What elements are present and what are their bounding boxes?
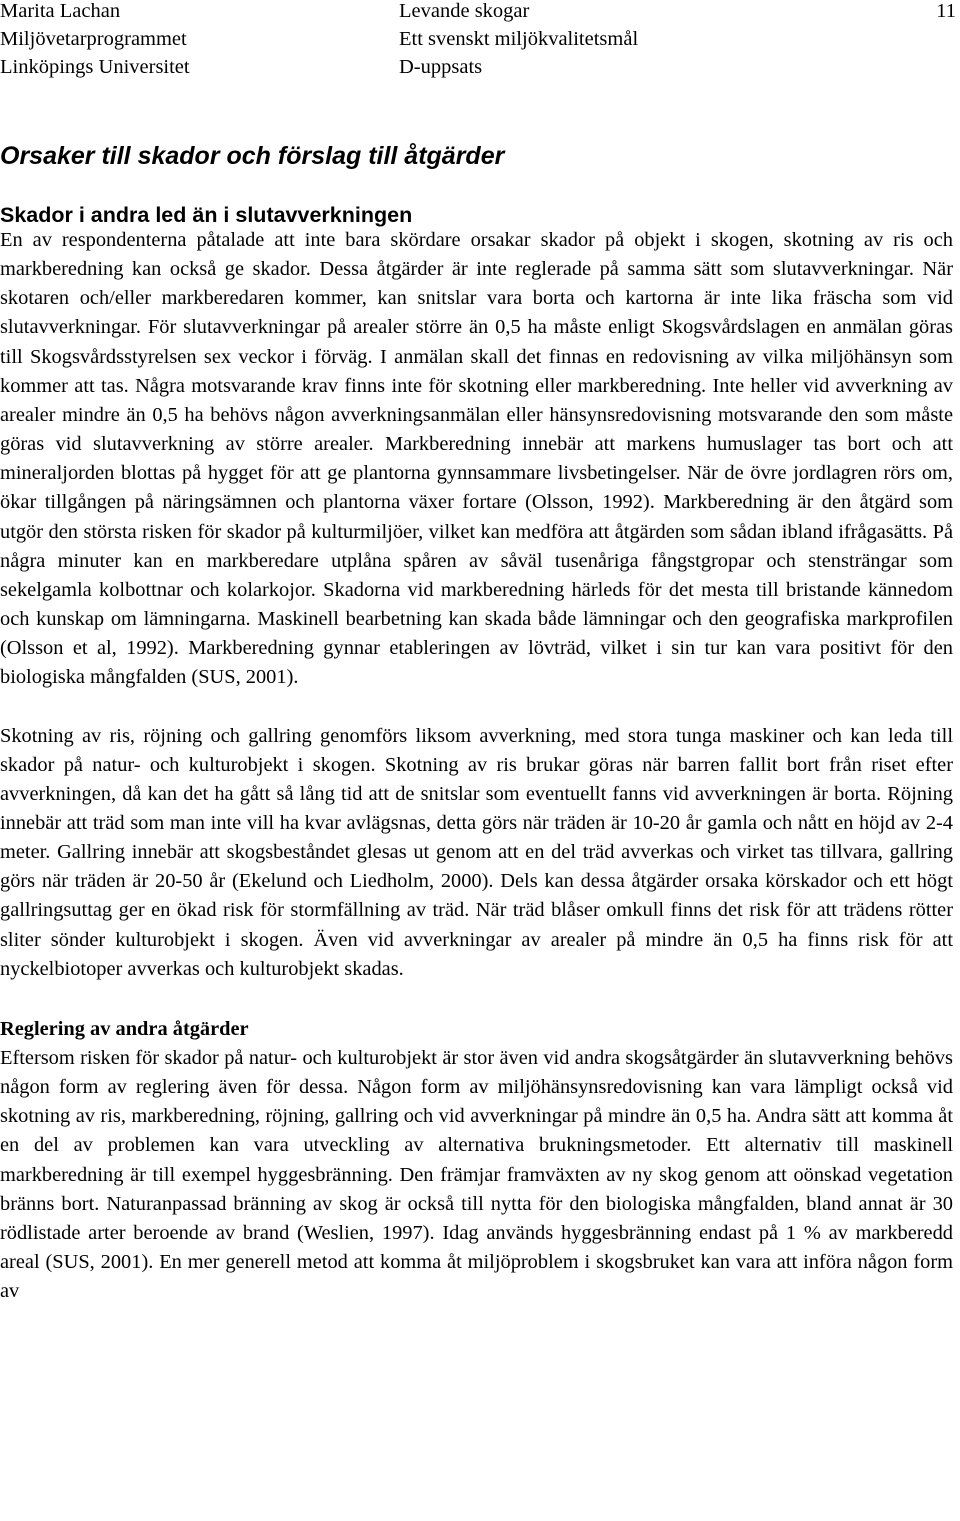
header-program: Miljövetarprogrammet — [0, 28, 187, 50]
header-thesis-type: D-uppsats — [399, 56, 483, 78]
header-author-block — [0, 0, 190, 81]
body-paragraph: Skotning av ris, röjning och gallring genomförs liksom avverkning, med stora tunga maskiner och kan leda till skador på natur- och kulturobjekt i skogen. Skotning av ris brukar göras när barren fallit bort från riset efter avverkningen, då kan det ha gått så lång tid att de snitslar som eventuellt fanns vid avverkningen är borta. Röjning innebär att träd som man inte vill ha kvar avlägsnas, detta görs när träden är 10-20 år gamla och nått en höjd av 2-4 meter. Gallring innebär att skogsbeståndet glesas ut genom att en del träd avverkas och virket tas tillvara, gallring görs när träden är 20-50 år (Ekelund och Liedholm, 2000). Dels kan dessa åtgärder orsaka körskador och ett högt gallringsuttag ger en ökad risk för stormfällning av träd. När träd blåser omkull finns det risk för att trädens rötter sliter sönder kulturobjekt i skogen. Även vid avverkningar av arealer på mindre än 0,5 ha finns risk för att nyckelbiotoper avverkas och kulturobjekt skadas. — [0, 724, 953, 980]
body-paragraph: Eftersom risken för skador på natur- och kulturobjekt är stor även vid andra skogsåtgärder än slutavverkning behövs någon form av reglering även för dessa. Någon form av miljöhänsynsredovisning kan vara lämpligt också vid skotning av ris, markberedning, röjning, gallring och vid avverkningar på mindre än 0,5 ha. Andra sätt att komma åt en del av problemen kan vara utveckling av alternativa brukningsmetoder. Ett alternativ till maskinell markberedning är till exempel hyggesbränning. Den främjar framväxten av ny skog genom att oönskad vegetation bränns bort. Naturanpassad bränning av skog är också till nytta för den biologiska mångfalden, bland annat är 30 rödlistade arter beroende av brand (Weslien, 1997). Idag används hyggesbränning endast på 1 % av markberedd areal (SUS, 2001). En mer generell metod att komma åt miljöproblem i skogsbruket kan vara att införa någon form av — [0, 1046, 953, 1303]
subsection-heading: Reglering av andra åtgärder — [0, 1017, 249, 1040]
header-author: Marita Lachan — [0, 0, 121, 22]
header-thesis-subtitle: Ett svenskt miljökvalitetsmål — [399, 28, 639, 50]
header-university: Linköpings Universitet — [0, 56, 190, 78]
header-thesis-title: Levande skogar — [399, 0, 530, 22]
running-header — [0, 0, 960, 86]
body-paragraph: En av respondenterna påtalade att inte bara skördare orsakar skador på objekt i skogen, skotning av ris och markberedning kan också ge skador. Dessa åtgärder är inte reglerade på samma sätt som slutavverkningar. När skotaren och/eller markberedaren kommer, kan snitslar vara borta och kartorna är inte lika fräscha som vid slutavverkningar. För slutavverkningar på arealer större än 0,5 ha måste enligt Skogsvårdslagen en anmälan göras till Skogsvårdsstyrelsen sex veckor i förväg. I anmälan skall det finnas en redovisning av vilka miljöhänsyn som kommer att tas. Några motsvarande krav finns inte för skotning eller markberedning. Inte heller vid avverkning av arealer mindre än 0,5 ha behövs någon avverkningsanmälan eller hänsynsredovisning motsvarande den som måste göras vid slutavverkning av större arealer. Markberedning innebär att markens humuslager tas bort och att mineraljorden blottas på hygget för att ge plantorna gynnsammare livsbetingelser. När de övre jordlagren rörs om, ökar tillgången på näringsämnen och plantorna växer fortare (Olsson, 1992). Markberedning är den åtgärd som utgör den största risken för skador på kulturmiljöer, vilket kan medföra att åtgärden som sådan ibland ifrågasätts. På några minuter kan en markberedare utplåna spåren av såväl tusenåriga fångstgropar och stensträngar som sekelgamla kolbottnar och kolarkojor. Skadorna vid markberedning härleds för det mesta till bristande kännedom och kunskap om lämningarna. Maskinell bearbetning kan skada både lämningar och den geografiska markprofilen (Olsson et al, 1992). Markberedning gynnar etableringen av lövträd, vilket i sin tur kan vara positivt för den biologiska mångfalden (SUS, 2001). — [0, 229, 953, 689]
section-title: Skador i andra led än i slutavverkningen — [0, 203, 413, 227]
chapter-title: Orsaker till skador och förslag till åtgärder — [0, 142, 505, 170]
page-content — [0, 136, 953, 1306]
page-number: 11 — [936, 0, 956, 22]
header-title-block — [399, 0, 638, 81]
